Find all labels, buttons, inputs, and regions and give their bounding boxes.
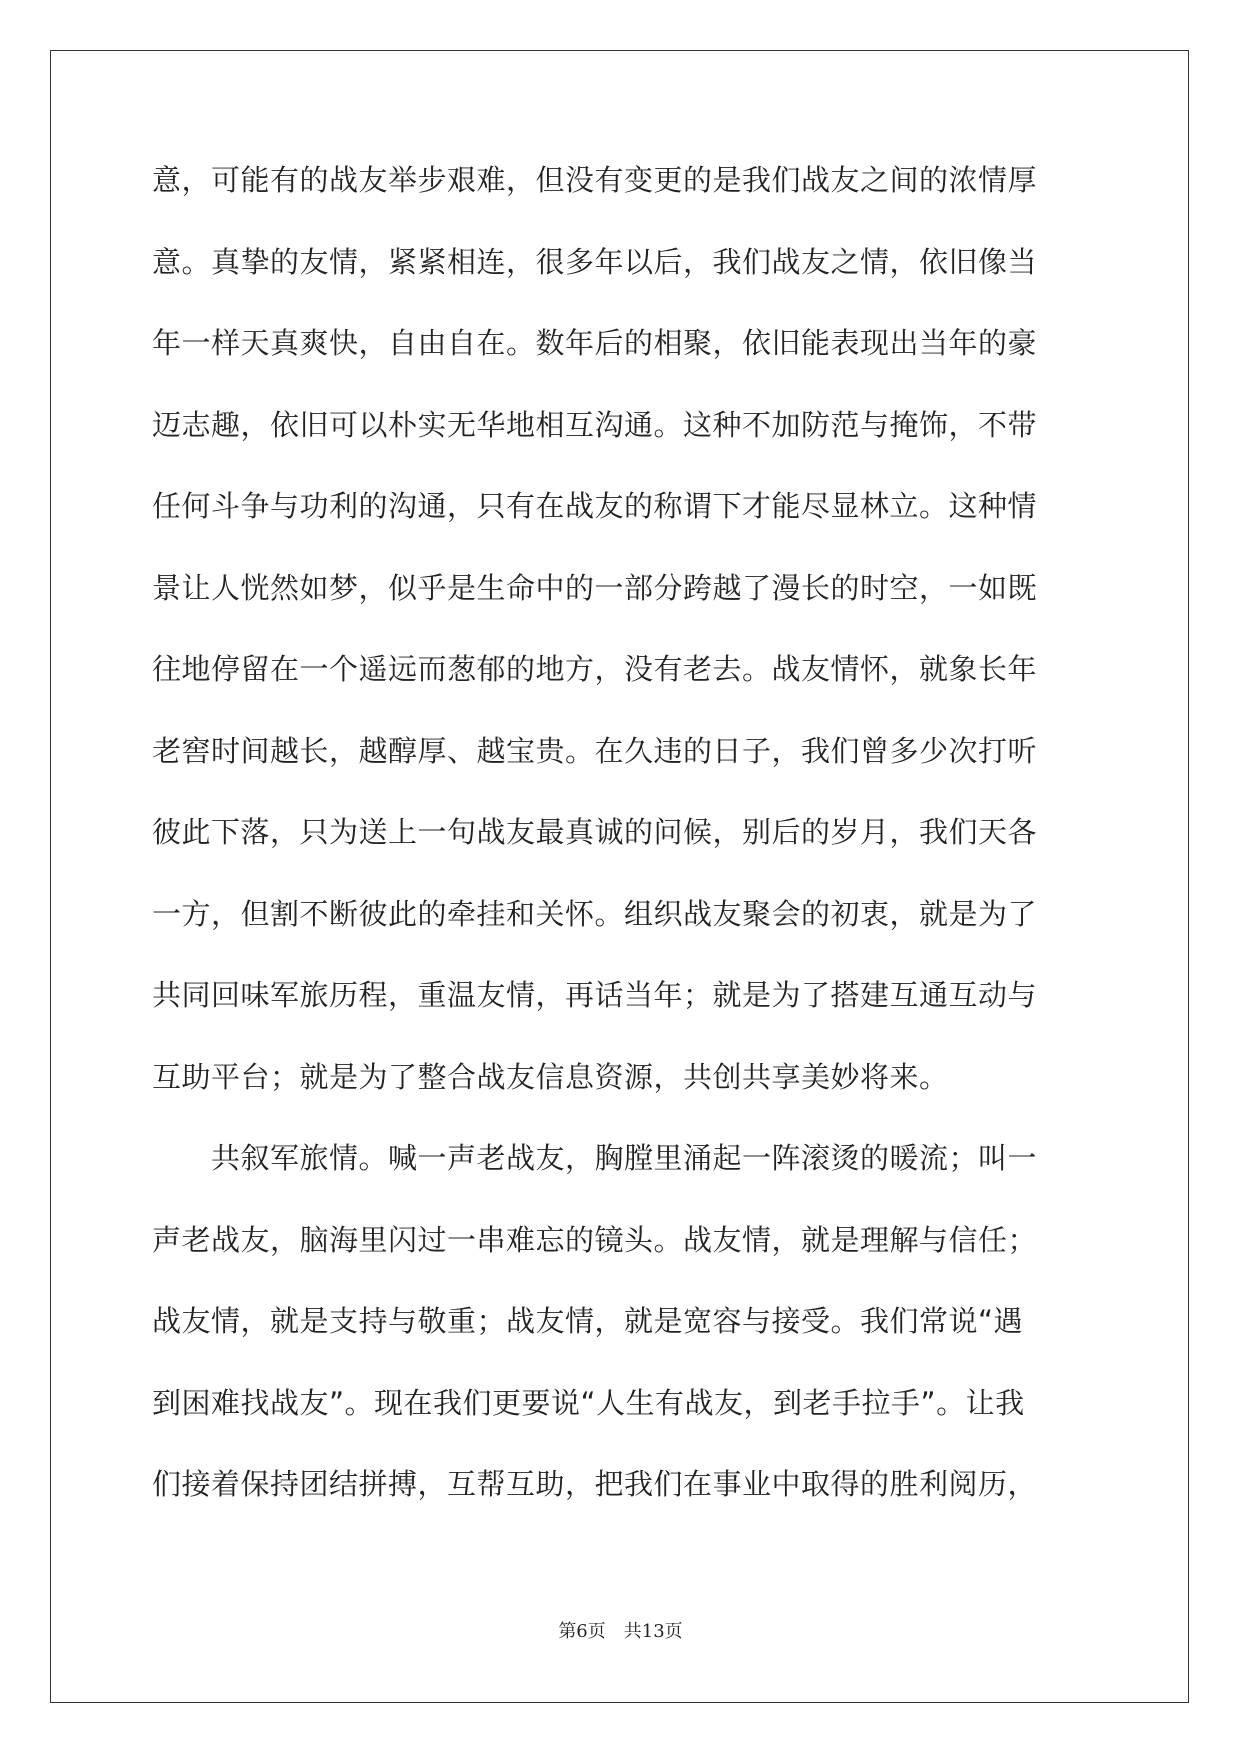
text-line: 往地停留在一个遥远而葱郁的地方，没有老去。战友情怀，就象长年 bbox=[152, 652, 1038, 686]
document-body bbox=[152, 160, 1090, 1546]
page-total: 共13页 bbox=[623, 1621, 683, 1642]
text-line: 战友情，就是支持与敬重；战友情，就是宽容与接受。我们常说“遇 bbox=[152, 1304, 1024, 1338]
text-line: 共同回味军旅历程，重温友情，再话当年；就是为了搭建互通互动与 bbox=[152, 978, 1038, 1012]
text-line: 意。真挚的友情，紧紧相连，很多年以后，我们战友之情，依旧像当 bbox=[152, 244, 1038, 279]
text-line: 意，可能有的战友举步艰难，但没有变更的是我们战友之间的浓情厚 bbox=[152, 163, 1038, 197]
text-line: 迈志趣，依旧可以朴实无华地相互沟通。这种不加防范与掩饰，不带 bbox=[152, 407, 1038, 442]
text-line: 一方，但割不断彼此的牵挂和关怀。组织战友聚会的初衷，就是为了 bbox=[152, 896, 1038, 931]
text-line: 老窖时间越长，越醇厚、越宝贵。在久违的日子，我们曾多少次打听 bbox=[152, 733, 1038, 768]
text-line: 互助平台；就是为了整合战友信息资源，共创共享美妙将来。 bbox=[152, 1059, 949, 1094]
text-line: 们接着保持团结拼搏，互帮互助，把我们在事业中取得的胜利阅历， bbox=[152, 1467, 1038, 1501]
page-number: 第6页 bbox=[558, 1621, 606, 1642]
text-line: 景让人恍然如梦，似乎是生命中的一部分跨越了漫长的时空，一如既 bbox=[152, 570, 1038, 605]
page-footer bbox=[0, 1617, 1241, 1643]
text-line: 到困难找战友”。现在我们更要说“人生有战友，到老手拉手”。让我 bbox=[152, 1385, 1025, 1420]
text-line: 彼此下落，只为送上一句战友最真诚的问候，别后的岁月，我们天各 bbox=[152, 815, 1038, 849]
text-line: 共叙军旅情。喊一声老战友，胸膛里涌起一阵滚烫的暖流；叫一 bbox=[152, 1141, 1038, 1175]
text-line: 任何斗争与功利的沟通，只有在战友的称谓下才能尽显林立。这种情 bbox=[152, 489, 1038, 523]
text-line: 声老战友，脑海里闪过一串难忘的镜头。战友情，就是理解与信任； bbox=[152, 1222, 1038, 1257]
text-line: 年一样天真爽快，自由自在。数年后的相聚，依旧能表现出当年的豪 bbox=[152, 326, 1038, 360]
